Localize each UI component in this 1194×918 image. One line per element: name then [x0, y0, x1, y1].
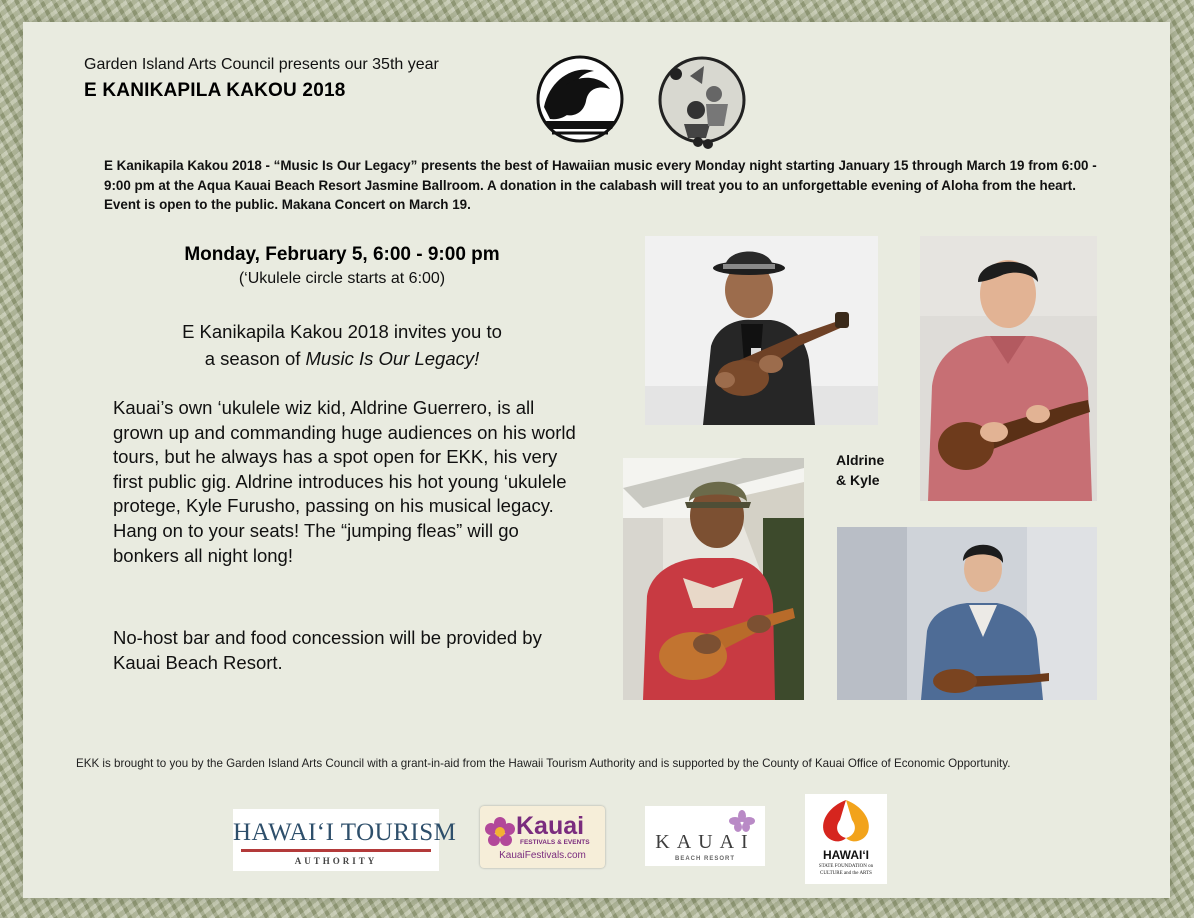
kauai-festivals-logo: [480, 806, 605, 868]
invite-line-1: E Kanikapila Kakou 2018 invites you to: [182, 321, 502, 342]
hula-emblem-logo: [654, 54, 750, 150]
flower-icon: [484, 816, 516, 848]
hawaii-sfca-logo: [805, 794, 887, 884]
concession-note: No-host bar and food concession will be provided by Kauai Beach Resort.: [113, 627, 542, 673]
wave-emblem-logo: [536, 55, 624, 143]
photo-kyle-pink-shirt: [920, 236, 1097, 501]
event-title: E KANIKAPILA KAKOU 2018: [84, 80, 346, 101]
kauai-fest-name: Kauai: [516, 812, 585, 840]
hta-divider: [241, 849, 431, 852]
hta-name: HAWAI‘I TOURISM: [233, 819, 457, 846]
kbr-subtitle: BEACH RESORT: [674, 856, 735, 862]
ukulele-circle-note: (‘Ukulele circle starts at 6:00): [238, 270, 446, 287]
event-date-time: Monday, February 5, 6:00 - 9:00 pm: [184, 244, 500, 265]
caption-line-1: Aldrine: [836, 452, 885, 468]
invite-line-2-prefix: a season of: [204, 348, 306, 369]
photo-aldrine-red-shirt: [623, 458, 804, 700]
flame-icon: [816, 798, 876, 844]
invite-line-2: [120, 345, 564, 372]
sfca-line-2: STATE FOUNDATION on: [818, 864, 874, 869]
hawaii-tourism-authority-logo: [233, 809, 457, 871]
sfca-line-3: CULTURE and the ARTS: [820, 871, 872, 876]
kbr-name: KAUAI: [655, 831, 755, 853]
photo-caption: [836, 450, 884, 490]
performer-description: Kauai’s own ‘ukulele wiz kid, Aldrine Guerrero, is all grown up and commanding huge audiences on his world tours, but he always has a spot open for EKK, his very first public gig. Aldrine introduces his hot young ‘ukulele protege, Kyle Furusho, passing on his musical legacy. Hang on to your seats! The “jumping fleas” will go bonkers all night long!: [113, 397, 576, 566]
kauai-fest-tagline: FESTIVALS & EVENTS: [520, 839, 590, 846]
photo-kyle-blue-blazer: [837, 527, 1097, 700]
invitation-text: [120, 318, 564, 372]
kauai-fest-url: KauaiFestivals.com: [499, 850, 586, 861]
sfca-name: HAWAI‘I: [822, 848, 869, 862]
kauai-beach-resort-logo: [645, 806, 765, 866]
hta-subtitle: AUTHORITY: [294, 856, 378, 866]
event-intro-paragraph: E Kanikapila Kakou 2018 - “Music Is Our Legacy” presents the best of Hawaiian music every Monday night starting January 15 through March 19 from 6:00 - 9:00 pm at the Aqua Kauai Beach Resort Jasmine Ballroom. A donation in the calabash will treat you to an unforgettable evening of Aloha from the heart. Event is open to the public. Makana Concert on March 19.: [104, 158, 1097, 212]
presenter-line: Garden Island Arts Council presents our 35th year: [84, 56, 439, 73]
plumeria-icon: [729, 810, 755, 832]
season-theme: Music Is Our Legacy!: [305, 348, 480, 369]
sponsor-credit: EKK is brought to you by the Garden Island Arts Council with a grant-in-aid from the Hawaii Tourism Authority and is supported by the County of Kauai Office of Economic Opportunity.: [76, 757, 1011, 770]
photo-aldrine-hat: [645, 236, 878, 425]
caption-line-2: & Kyle: [836, 472, 880, 488]
